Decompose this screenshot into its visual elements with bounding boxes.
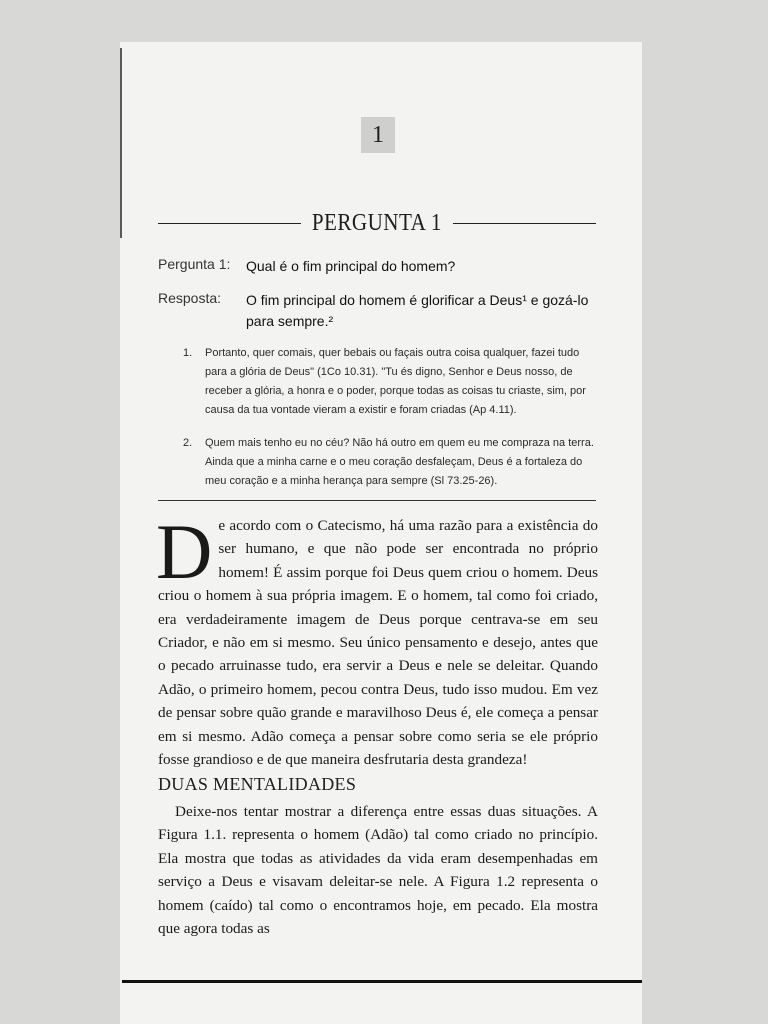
section-title: DUAS MENTALIDADES (158, 774, 357, 794)
footnote-number: 2. (183, 437, 193, 449)
footnote-text: Portanto, quer comais, quer bebais ou façais outra coisa qualquer, fazei tudo para a glória de Deus" (1Co 10.31). "Tu és digno, Senhor e Deus nosso, de receber a glória, a honra e o poder, porque todas as coisas tu criaste, sim, por causa da tua vontade vieram a existir e foram criadas (Ap 4.11). (205, 347, 586, 416)
bottom-edge-line (122, 980, 642, 983)
page-spine-edge (120, 48, 122, 238)
question-label: Pergunta 1: (158, 256, 231, 272)
heading-rule-right (453, 223, 596, 224)
heading-title: PERGUNTA 1 (311, 210, 443, 236)
body-paragraph-text: e acordo com o Catecismo, há uma razão para a existência do ser humano, e que não pode ser encontrada no próprio homem! É assim porque foi Deus quem criou o homem. Deus criou o homem à sua própria imagem. E o homem, tal como foi criado, era verdadeiramente imagem de Deus porque centrava-se em seu Criador, e não em si mesmo. Seu único pensamento e desejo, antes que o pecado arruinasse tudo, era servir a Deus e nele se deleitar. Quando Adão, o primeiro homem, pecou contra Deus, tudo isso mudou. Em vez de pensar sobre quão grande e maravilhoso Deus é, ele começa a pensar em si mesmo. Adão começa a pensar sobre como seria se ele próprio fosse grandioso e de que maneira desfrutaria desta grandeza! (158, 517, 598, 769)
question-heading (158, 210, 596, 237)
question-text: Qual é o fim principal do homem? (246, 258, 456, 274)
body-paragraph (156, 508, 598, 771)
footnote-number: 1. (183, 347, 193, 359)
section-paragraph: Deixe-nos tentar mostrar a diferença entre essas duas situações. A Figura 1.1. representa o homem (Adão) tal como criado no princípio. Ela mostra que todas as atividades da vida eram desempenhadas em serviço a Deus e visavam deleitar-se nele. A Figura 1.2 representa o homem (caído) tal como o encontramos hoje, em pecado. Ela mostra que agora todas as (158, 803, 598, 938)
section-divider (158, 500, 596, 501)
drop-cap: D (156, 508, 213, 595)
chapter-number: 1 (361, 117, 395, 153)
heading-rule-left (158, 223, 301, 224)
footnote-text: Quem mais tenho eu no céu? Não há outro em quem eu me compraza na terra. Ainda que a minha carne e o meu coração desfaleçam, Deus é a fortaleza do meu coração e a minha herança para sempre (Sl 73.25-26). (205, 437, 594, 487)
answer-label: Resposta: (158, 290, 222, 306)
answer-text: O fim principal do homem é glorificar a Deus¹ e gozá-lo para sempre.² (246, 292, 589, 329)
